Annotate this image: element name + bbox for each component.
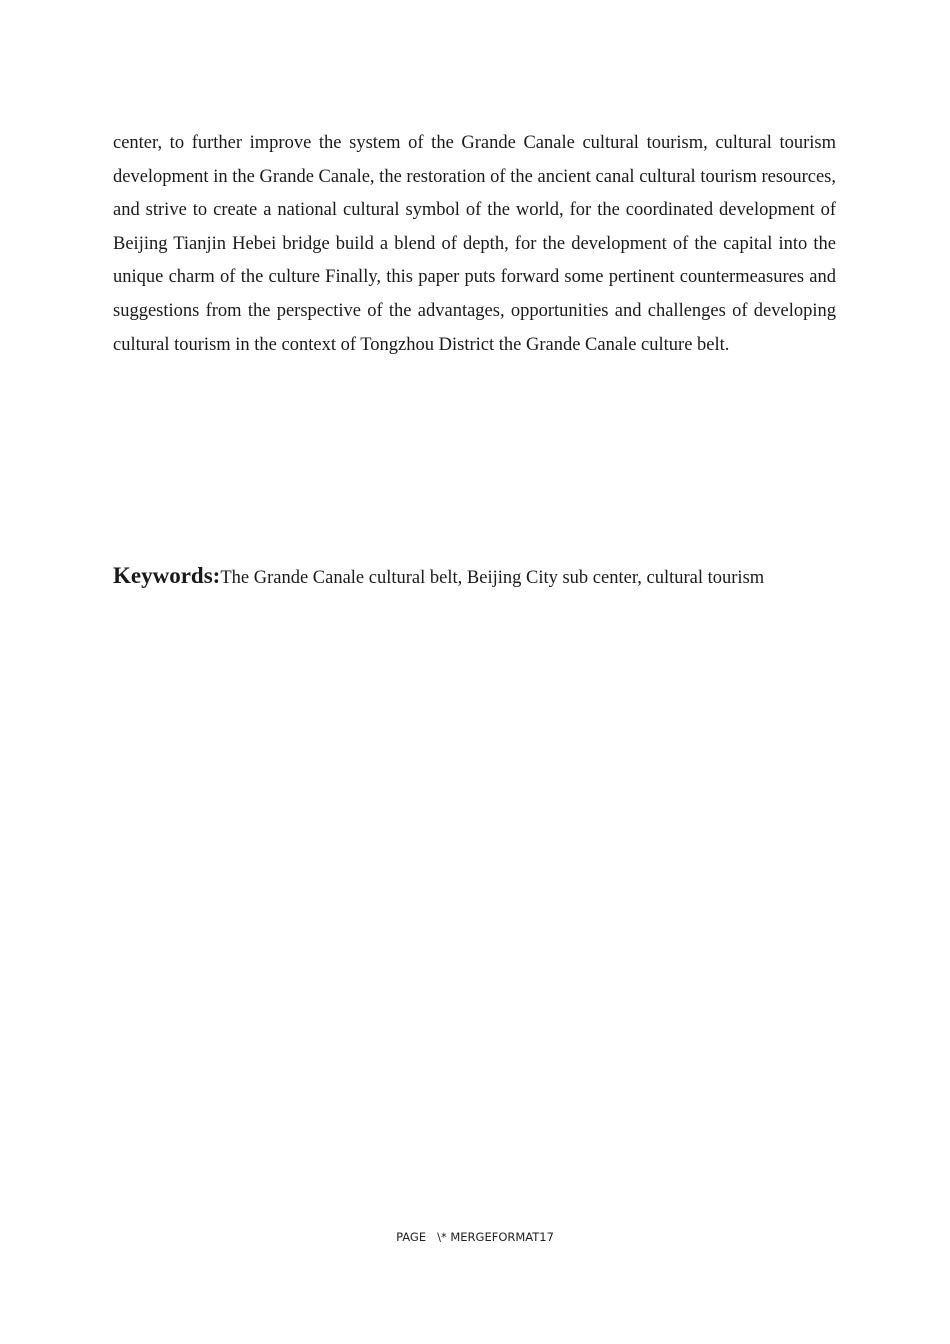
abstract-paragraph: center, to further improve the system of the Grande Canale cultural tourism, cultural tourism development in the Grande Canale, the restoration of the ancient canal cultural tourism resources, and strive to create a national cultural symbol of the world, for the coordinated development of Beijing Tianjin Hebei bridge build a blend of depth, for the development of the capital into the unique charm of the culture Finally, this paper puts forward some pertinent countermeasures and suggestions from the perspective of the advantages, opportunities and challenges of developing cultural tourism in the context of Tongzhou District the Grande Canale culture belt.	[113, 133, 836, 355]
keywords-value: The Grande Canale cultural belt, Beijing City sub center, cultural tourism	[220, 568, 765, 588]
page-number-field: PAGE \* MERGEFORMAT17	[396, 1230, 554, 1244]
keywords-line	[113, 563, 873, 589]
keywords-label: Keywords:	[113, 563, 221, 588]
